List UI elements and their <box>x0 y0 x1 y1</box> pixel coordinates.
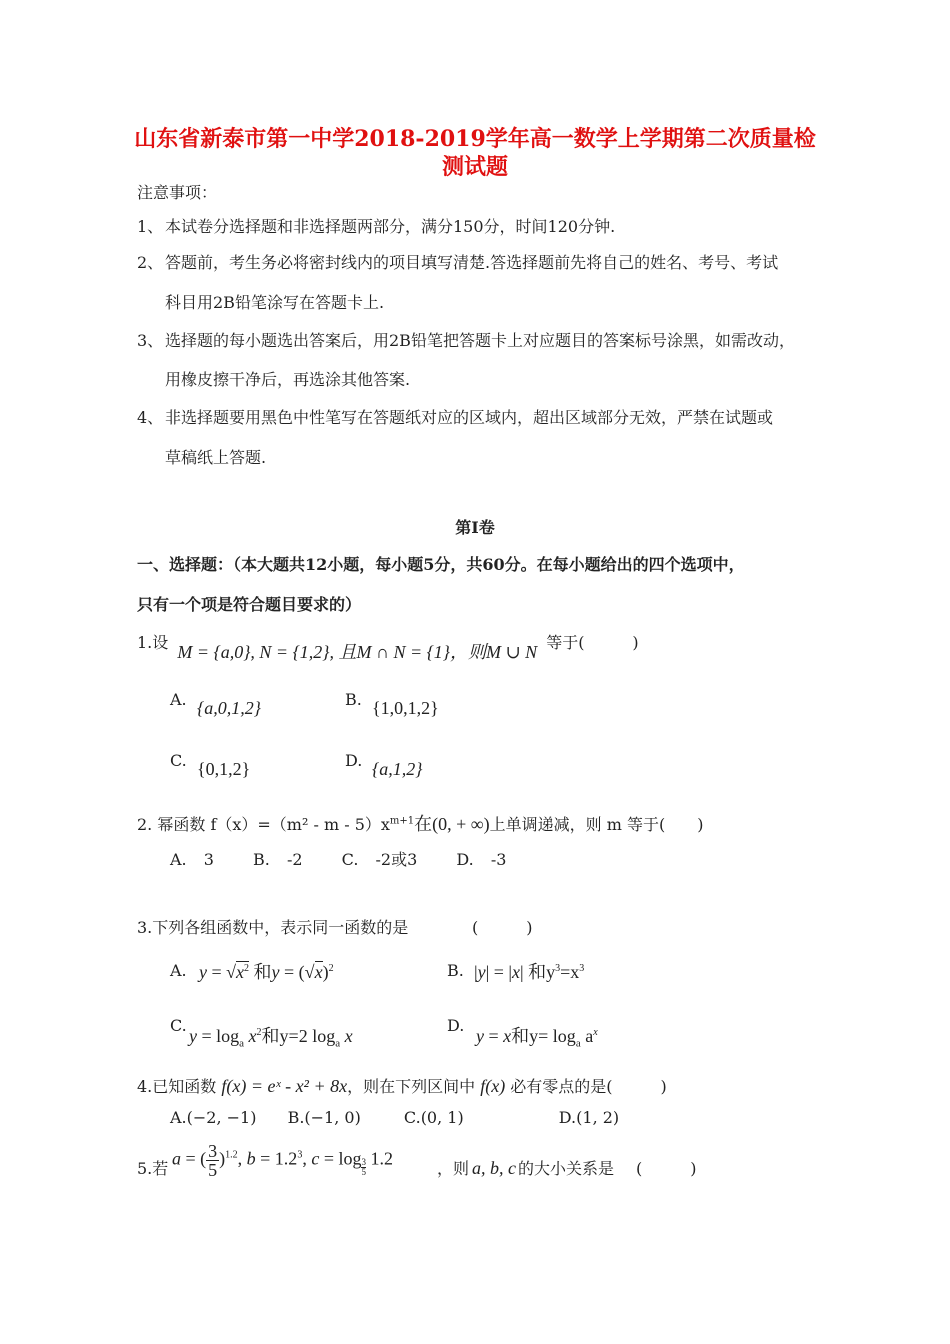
q3-option-b-formula: |y| = |x| 和$y^3=x^3$ <box>474 962 585 982</box>
q4-option-a-value: (−2, −1) <box>186 1108 257 1127</box>
q4-option-c-value: (0, 1) <box>420 1108 464 1127</box>
q2-exponent: m+1 <box>389 815 415 827</box>
q4-prefix: 4.已知函数 <box>137 1077 217 1096</box>
q2-prefix: 2. 幂函数 f（x）=（m² - m - 5）x <box>137 815 390 834</box>
q3-option-d-formula: y = x和$y= \log_a a^x$ <box>476 1026 598 1050</box>
q1-suffix: 等于( ) <box>546 633 639 652</box>
q3-option-a-formula: $y = √x^2$ 和$y = (√x)^2$ <box>199 962 334 982</box>
q1-option-a-label: A. <box>170 690 187 709</box>
q5-formula: a = ( $\frac{3}{5}$ )$^{1.2}$, $b = 1.2^3$, c = log $\frac{3}{5} 1.2$ <box>172 1141 393 1180</box>
q5-suffix: 的大小关系是 <box>518 1159 615 1178</box>
section-heading-line2: 只有一个项是符合题目要求的） <box>137 595 362 614</box>
q3-paren: ( ) <box>472 918 533 937</box>
notice-item-2-text: 答题前，考生务必将密封线内的项目填写清楚.答选择题前先将自己的姓名、考号、考试 <box>165 253 779 272</box>
q4-option-b-label: B. <box>287 1108 305 1127</box>
notice-item-3-text: 选择题的每小题选出答案后，用2B铅笔把答题卡上对应题目的答案标号涂黑，如需改动， <box>165 331 795 350</box>
q2-option-b-value: -2 <box>286 850 303 869</box>
section-heading-line1: 一、选择题：（本大题共12小题，每小题5分，共60分。在每小题给出的四个选项中， <box>137 555 745 574</box>
document-title-line1: 山东省新泰市第一中学2018-2019学年高一数学上学期第二次质量检 <box>134 126 816 152</box>
q4-option-b-value: (−1, 0) <box>304 1108 361 1127</box>
q1-expression: M = {a,0}, N = {1,2}, 且M ∩ N = {1}，则M ∪ N <box>177 642 538 662</box>
document-title-line2: 测试题 <box>441 154 508 180</box>
q4-function: f(x) = eˣ - x² + 8x <box>221 1076 348 1096</box>
q4-suffix: 必有零点的是( ) <box>510 1077 667 1096</box>
q4-mid: ，则在下列区间中 <box>347 1077 476 1096</box>
q2-options <box>170 847 506 870</box>
q4-fx: f(x) <box>480 1076 506 1096</box>
q1-option-b-value: {1,0,1,2} <box>372 698 439 718</box>
q1-stem <box>137 628 639 662</box>
volume-heading: 第Ⅰ卷 <box>455 518 495 537</box>
q3-stem: 3.下列各组函数中，表示同一函数的是 <box>137 918 409 937</box>
q1-option-c-value: {0,1,2} <box>197 759 251 779</box>
notice-item-3-text-cont: 用橡皮擦干净后，再选涂其他答案. <box>165 370 411 389</box>
q2-option-d-label: D. <box>456 850 474 869</box>
q2-option-c-value: -2或3 <box>375 850 418 869</box>
notice-item-4-text: 非选择题要用黑色中性笔写在答题纸对应的区域内，超出区域部分无效，严禁在试题或 <box>165 408 774 427</box>
q5-prefix: 5.若 <box>137 1159 169 1178</box>
q1-option-b-label: B. <box>345 690 362 709</box>
notice-heading: 注意事项： <box>137 183 218 202</box>
q2-stem <box>137 810 703 836</box>
q2-suffix: 上单调递减，则 m 等于( ) <box>489 815 704 834</box>
q4-option-d-value: (1, 2) <box>576 1108 620 1127</box>
q3-option-b-label: B. <box>447 961 464 980</box>
notice-item-4-text-cont: 草稿纸上答题. <box>165 448 267 467</box>
q4-stem <box>137 1074 667 1097</box>
q1-option-c-label: C. <box>170 751 187 770</box>
q1-option-d-label: D. <box>345 751 363 770</box>
notice-item-2-num: 2、 <box>137 253 164 272</box>
q3-option-a-label: A. <box>170 961 187 980</box>
notice-item-2-text-cont: 科目用2B铅笔涂写在答题卡上. <box>165 293 385 312</box>
q1-prefix: 1.设 <box>137 633 169 652</box>
q1-option-a-value: {a,0,1,2} <box>197 698 261 718</box>
q3-option-c-formula: $y = \log_a x^2$和y=2 $\log_a x$ <box>189 1026 353 1050</box>
q5-comma: ，则 <box>437 1159 470 1178</box>
q2-option-b-label: B. <box>253 850 270 869</box>
notice-item-1-text: 本试卷分选择题和非选择题两部分，满分150分，时间120分钟. <box>165 217 616 236</box>
q3-option-d-label: D. <box>447 1016 465 1035</box>
q5-vars: a, b, c <box>472 1158 516 1178</box>
q4-options <box>170 1108 619 1127</box>
q5-paren: ( ) <box>636 1159 697 1178</box>
notice-item-3-num: 3、 <box>137 331 164 350</box>
notice-item-4-num: 4、 <box>137 408 164 427</box>
q1-option-d-value: {a,1,2} <box>372 759 423 779</box>
q4-option-a-label: A. <box>170 1108 187 1127</box>
q2-interval: 在(0, + ∞) <box>414 814 490 834</box>
q4-option-d-label: D. <box>558 1108 577 1127</box>
q3-option-c-label: C. <box>170 1016 187 1035</box>
notice-item-1-num: 1、 <box>137 217 164 236</box>
q4-option-c-label: C. <box>403 1108 421 1127</box>
q2-option-d-value: -3 <box>490 850 507 869</box>
q2-option-c-label: C. <box>341 850 359 869</box>
q2-option-a-value: 3 <box>203 850 214 869</box>
q2-option-a-label: A. <box>170 850 187 869</box>
